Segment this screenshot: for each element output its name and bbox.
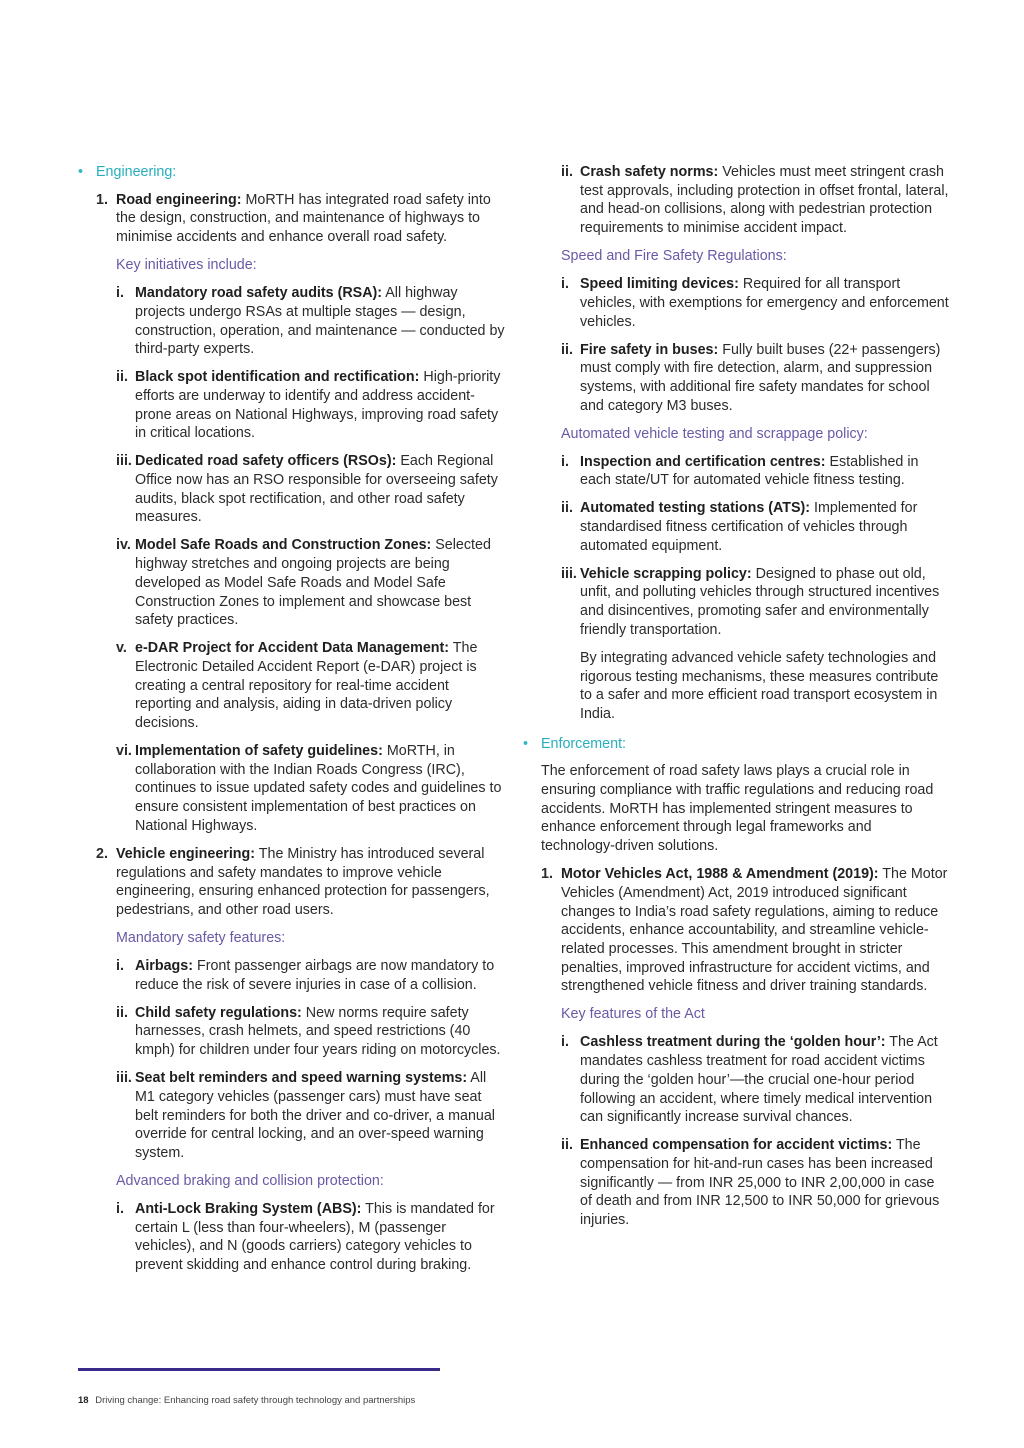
list-item <box>78 957 506 994</box>
list-marker: i. <box>561 276 569 293</box>
list-item-text: Fully built buses (22+ passengers) must comply with fire detection, alarm, and suppression systems, with additional fire safety mandates for school and category M3 buses. <box>580 341 941 414</box>
list-item-text: Designed to phase out old, unfit, and polluting vehicles through structured incentives and disincentives, promoting safer and environmentally friendly transportation. <box>580 565 940 638</box>
list-item <box>523 1033 949 1127</box>
footer-rule <box>78 1368 440 1371</box>
list-marker: ii. <box>116 369 128 386</box>
list-item <box>523 275 949 331</box>
list-item <box>78 368 506 443</box>
list-item <box>523 499 949 555</box>
page-number: 18 <box>78 1395 89 1406</box>
list-item-title: Vehicle scrapping policy: <box>580 565 752 582</box>
list-item <box>78 639 506 733</box>
list-item-text: This is mandated for certain L (less than four-wheelers), M (passenger vehicles), and N (goods carriers) category vehicles to prevent skidding and enhance control during braking. <box>135 1200 495 1274</box>
list-item-text: Required for all transport vehicles, with exemptions for emergency and enforcement vehicles. <box>580 276 949 330</box>
list-marker: i. <box>116 285 124 302</box>
enforcement-section <box>523 735 949 754</box>
list-item-title: Cashless treatment during the ‘golden hour’: <box>580 1034 886 1051</box>
initiatives-list <box>78 284 506 835</box>
list-item-title: Inspection and certification centres: <box>580 453 826 470</box>
item-text: The Ministry has introduced several regulations and safety mandates to improve vehicle engineering, ensuring enhanced protection for passengers, pedestrians, and other road users. <box>116 845 490 918</box>
list-marker: ii. <box>561 164 573 180</box>
list-marker: ii. <box>116 1004 128 1021</box>
list-marker: iii. <box>561 565 577 582</box>
list-item-text: Implemented for standardised fitness certification of vehicles through automated equipment. <box>580 500 918 554</box>
list-item <box>523 341 949 416</box>
key-initiatives-heading: Key initiatives include: <box>116 257 257 274</box>
list-item-text: Selected highway stretches and ongoing projects are being developed as Model Safe Roads and Model Safe Construction Zones to implement and showcase best safety practices. <box>135 537 491 629</box>
speed-fire-heading: Speed and Fire Safety Regulations: <box>561 248 787 265</box>
list-item-title: Black spot identification and rectification: <box>135 369 420 386</box>
list-item-title: Anti-Lock Braking System (ABS): <box>135 1200 362 1217</box>
list-marker: ii. <box>561 1137 573 1154</box>
list-item <box>78 536 506 630</box>
list-marker: v. <box>116 640 127 657</box>
list-item-title: Mandatory road safety audits (RSA): <box>135 285 383 302</box>
list-item-text: The compensation for hit-and-run cases has been increased significantly — from INR 25,000 to INR 2,00,000 in case of death and from INR 12,500 to INR 50,000 for grievous injuries. <box>580 1137 940 1229</box>
engineering-section <box>78 163 506 182</box>
speed-fire-list <box>523 275 949 415</box>
vehicle-engineering-item <box>78 845 506 920</box>
list-item-text: MoRTH, in collaboration with the Indian Roads Congress (IRC), continues to issue updated safety codes and guidelines to ensure consistent implementation of best practices on National Highways. <box>135 743 502 834</box>
list-item-text: Each Regional Office now has an RSO responsible for overseeing safety audits, black spot rectification, and other road safety measures. <box>135 453 498 526</box>
engineering-heading: Engineering: <box>96 164 177 180</box>
key-features-heading: Key features of the Act <box>561 1006 705 1023</box>
page-footer <box>78 1395 415 1406</box>
bullet-icon: • <box>523 735 529 752</box>
list-item-text: All highway projects undergo RSAs at multiple stages — design, construction, operation, and maintenance — conducted by third-party experts. <box>135 285 505 358</box>
item-text: The Motor Vehicles (Amendment) Act, 2019 introduced significant changes to India’s road safety regulations, aiming to reduce accidents, enhance accountability, and streamline vehicle-related processes. This amendment brought in stricter penalties, improved infrastructure for accident victims, and strengthened vehicle fitness and driver training standards. <box>561 866 948 995</box>
list-item-title: Seat belt reminders and speed warning systems: <box>135 1070 468 1087</box>
item-title: Motor Vehicles Act, 1988 & Amendment (2019): <box>561 866 879 883</box>
list-marker: ii. <box>561 500 573 517</box>
list-item-title: Child safety regulations: <box>135 1004 302 1021</box>
enforcement-paragraph: The enforcement of road safety laws plays a crucial role in ensuring compliance with traffic regulations and reducing road accidents. MoRTH has implemented stringent measures to enhance enforcement through legal frameworks and technology-driven solutions. <box>541 763 934 855</box>
list-item-title: Enhanced compensation for accident victims: <box>580 1137 893 1154</box>
list-marker: vi. <box>116 743 132 760</box>
item-number: 2. <box>96 845 108 862</box>
list-item-title: Implementation of safety guidelines: <box>135 743 383 760</box>
list-item <box>78 1200 506 1275</box>
list-item <box>523 565 949 640</box>
list-item-text: New norms require safety harnesses, crash helmets, and speed restrictions (40 kmph) for children under four years riding on motorcycles. <box>135 1004 501 1059</box>
list-item <box>78 1069 506 1163</box>
list-item-title: Dedicated road safety officers (RSOs): <box>135 453 397 470</box>
list-item-text: Established in each state/UT for automated vehicle fitness testing. <box>580 453 919 489</box>
list-marker: iii. <box>116 1070 132 1087</box>
list-item-title: Fire safety in buses: <box>580 341 719 358</box>
list-item-text: All M1 category vehicles (passenger cars) must have seat belt reminders for both the driver and co-driver, a manual override for central locking, and an over-speed warning system. <box>135 1070 495 1161</box>
item-number: 1. <box>541 866 553 883</box>
list-marker: i. <box>116 957 124 974</box>
road-engineering-item <box>78 191 506 247</box>
right-column <box>523 163 949 1239</box>
list-item-title: Automated testing stations (ATS): <box>580 500 811 517</box>
list-item-title: Crash safety norms: <box>580 164 719 180</box>
list-marker: ii. <box>561 341 573 358</box>
list-item-title: Speed limiting devices: <box>580 276 739 293</box>
features-list <box>78 957 506 1163</box>
list-item <box>78 742 506 836</box>
list-item-title: Airbags: <box>135 957 193 974</box>
braking-list <box>78 1200 506 1275</box>
list-marker: i. <box>561 453 569 470</box>
crash-safety-item <box>523 163 949 238</box>
item-title: Vehicle engineering: <box>116 845 256 862</box>
bullet-icon: • <box>78 164 84 180</box>
list-item-text: Front passenger airbags are now mandatory to reduce the risk of severe injuries in case of a collision. <box>135 957 495 993</box>
list-item-text: The Act mandates cashless treatment for road accident victims during the ‘golden hour’—the crucial one-hour period following an accident, where timely medical intervention can significantly increase survival chances. <box>580 1034 938 1126</box>
act-features-list <box>523 1033 949 1229</box>
motor-vehicles-act-item <box>523 865 949 996</box>
list-marker: iv. <box>116 537 131 554</box>
list-item-text: High-priority efforts are underway to identify and address accident-prone areas on National Highways, improving road safety in critical locations. <box>135 369 501 442</box>
automated-testing-heading: Automated vehicle testing and scrappage policy: <box>561 425 868 442</box>
list-item-text: The Electronic Detailed Accident Report (e-DAR) project is creating a central repository for real-time accident reporting and analysis, aiding in data-driven policy decisions. <box>135 640 478 732</box>
item-number: 1. <box>96 191 108 208</box>
left-column <box>78 163 506 1284</box>
list-item-text: Vehicles must meet stringent crash test approvals, including protection in offset frontal, lateral, and head-on collisions, along with pedestrian protection requirements to minimise accident impact. <box>580 164 949 237</box>
list-item <box>523 1136 949 1230</box>
item-text: MoRTH has integrated road safety into the design, construction, and maintenance of highways to minimise accidents and enhance overall road safety. <box>116 191 491 246</box>
mandatory-features-heading: Mandatory safety features: <box>116 929 286 946</box>
list-item <box>78 284 506 359</box>
footer-text: Driving change: Enhancing road safety through technology and partnerships <box>95 1395 416 1406</box>
integrating-paragraph: By integrating advanced vehicle safety technologies and rigorous testing mechanisms, these measures contribute to a safer and more efficient road transport ecosystem in India. <box>580 649 939 722</box>
list-item-title: e-DAR Project for Accident Data Management: <box>135 640 450 657</box>
list-item <box>523 453 949 490</box>
enforcement-heading: Enforcement: <box>541 735 627 752</box>
advanced-braking-heading: Advanced braking and collision protection: <box>116 1172 384 1189</box>
list-item <box>78 1004 506 1060</box>
list-marker: iii. <box>116 453 132 470</box>
list-marker: i. <box>561 1034 569 1051</box>
list-marker: i. <box>116 1200 124 1217</box>
list-item <box>78 452 506 527</box>
list-item-title: Model Safe Roads and Construction Zones: <box>135 537 432 554</box>
automated-list <box>523 453 949 640</box>
item-title: Road engineering: <box>116 191 242 208</box>
